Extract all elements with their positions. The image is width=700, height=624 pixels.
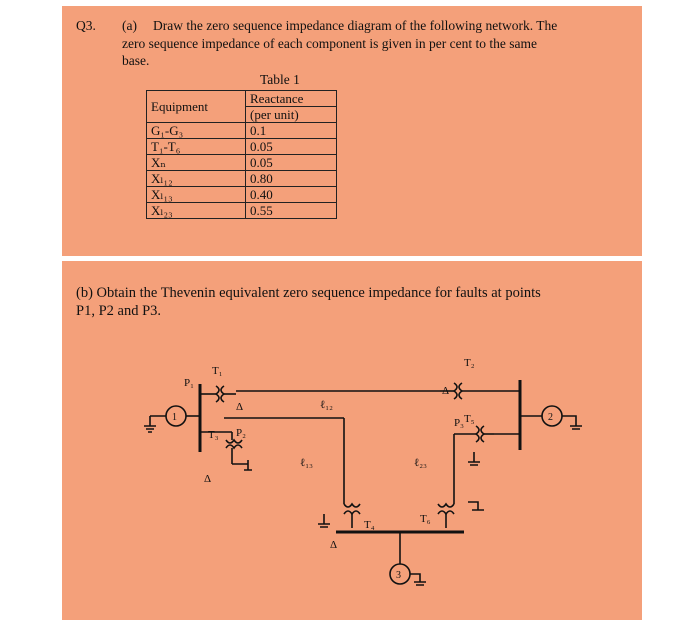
ground-icon [562, 416, 582, 429]
t2-label: T₂ [464, 357, 475, 369]
question-sheet [62, 6, 642, 620]
l23-label: ℓ₂₃ [414, 457, 427, 469]
part-a-label: (a) [122, 18, 137, 33]
table-caption: Table 1 [260, 72, 300, 87]
delta-label-t4: Δ [330, 539, 338, 551]
p2-label: P₂ [236, 427, 246, 439]
header-per-unit: (per unit) [246, 107, 337, 123]
cell-reactance: 0.80 [246, 171, 337, 187]
cell-equipment: Xₙ [147, 155, 246, 171]
table-row [147, 155, 337, 171]
table-row [147, 187, 337, 203]
transformer-t4-coil [344, 504, 360, 507]
reactance-table [146, 90, 337, 219]
transformer-t2-coil [454, 383, 457, 399]
t6-label: T₆ [420, 513, 431, 525]
t5-label: T₅ [464, 413, 475, 425]
cell-reactance: 0.1 [246, 123, 337, 139]
ground-icon [468, 502, 484, 510]
generator-2-label: 2 [548, 412, 553, 423]
part-a-line-1 [122, 18, 557, 34]
part-a-line-2: zero sequence impedance of each component is given in per cent to the same [122, 36, 537, 51]
header-equipment: Equipment [147, 91, 246, 123]
transformer-t5-coil [476, 426, 479, 442]
ground-icon [468, 452, 480, 465]
transformer-t3-coil [226, 440, 242, 443]
t1-label: T₁ [212, 365, 223, 377]
header-reactance: Reactance [246, 91, 337, 107]
cell-equipment: T₁-T₆ [147, 139, 246, 155]
delta-label-t1: Δ [236, 401, 244, 413]
cell-equipment: Xₗ₂₃ [147, 203, 246, 219]
table-row [147, 123, 337, 139]
cell-reactance: 0.05 [246, 139, 337, 155]
cell-reactance: 0.55 [246, 203, 337, 219]
ground-icon [318, 514, 330, 527]
cell-equipment: G₁-G₃ [147, 123, 246, 139]
ground-icon [232, 460, 252, 470]
generator-3-label: 3 [396, 570, 401, 581]
generator-1-label: 1 [172, 412, 177, 423]
ground-icon [144, 416, 166, 432]
t3-label: T₃ [208, 429, 219, 441]
part-a-line-3: base. [122, 53, 150, 68]
transformer-t6-coil [438, 504, 454, 507]
table-header-row [147, 91, 337, 107]
ground-icon [410, 574, 426, 585]
part-b-line-1: (b) Obtain the Thevenin equivalent zero sequence impedance for faults at points [76, 285, 541, 301]
table-row [147, 139, 337, 155]
part-b-line-2: P1, P2 and P3. [76, 303, 162, 319]
l12-label: ℓ₁₂ [320, 399, 333, 411]
transformer-t1-coil [216, 386, 219, 402]
t4-label: T₄ [364, 519, 375, 531]
delta-label-t3: Δ [204, 473, 212, 485]
cell-reactance: 0.40 [246, 187, 337, 203]
p1-label: P₁ [184, 377, 194, 389]
l13-label: ℓ₁₃ [300, 457, 313, 469]
table-row [147, 203, 337, 219]
delta-label-t2: Δ [442, 385, 450, 397]
cell-equipment: Xₗ₁₂ [147, 171, 246, 187]
part-a-text-1: Draw the zero sequence impedance diagram of the following network. The [152, 18, 558, 33]
question-number: Q3. [76, 18, 96, 33]
cell-equipment: Xₗ₁₃ [147, 187, 246, 203]
table-row [147, 171, 337, 187]
network-diagram [124, 336, 624, 606]
section-divider [62, 256, 642, 261]
cell-reactance: 0.05 [246, 155, 337, 171]
p3-label: P₃ [454, 417, 464, 429]
